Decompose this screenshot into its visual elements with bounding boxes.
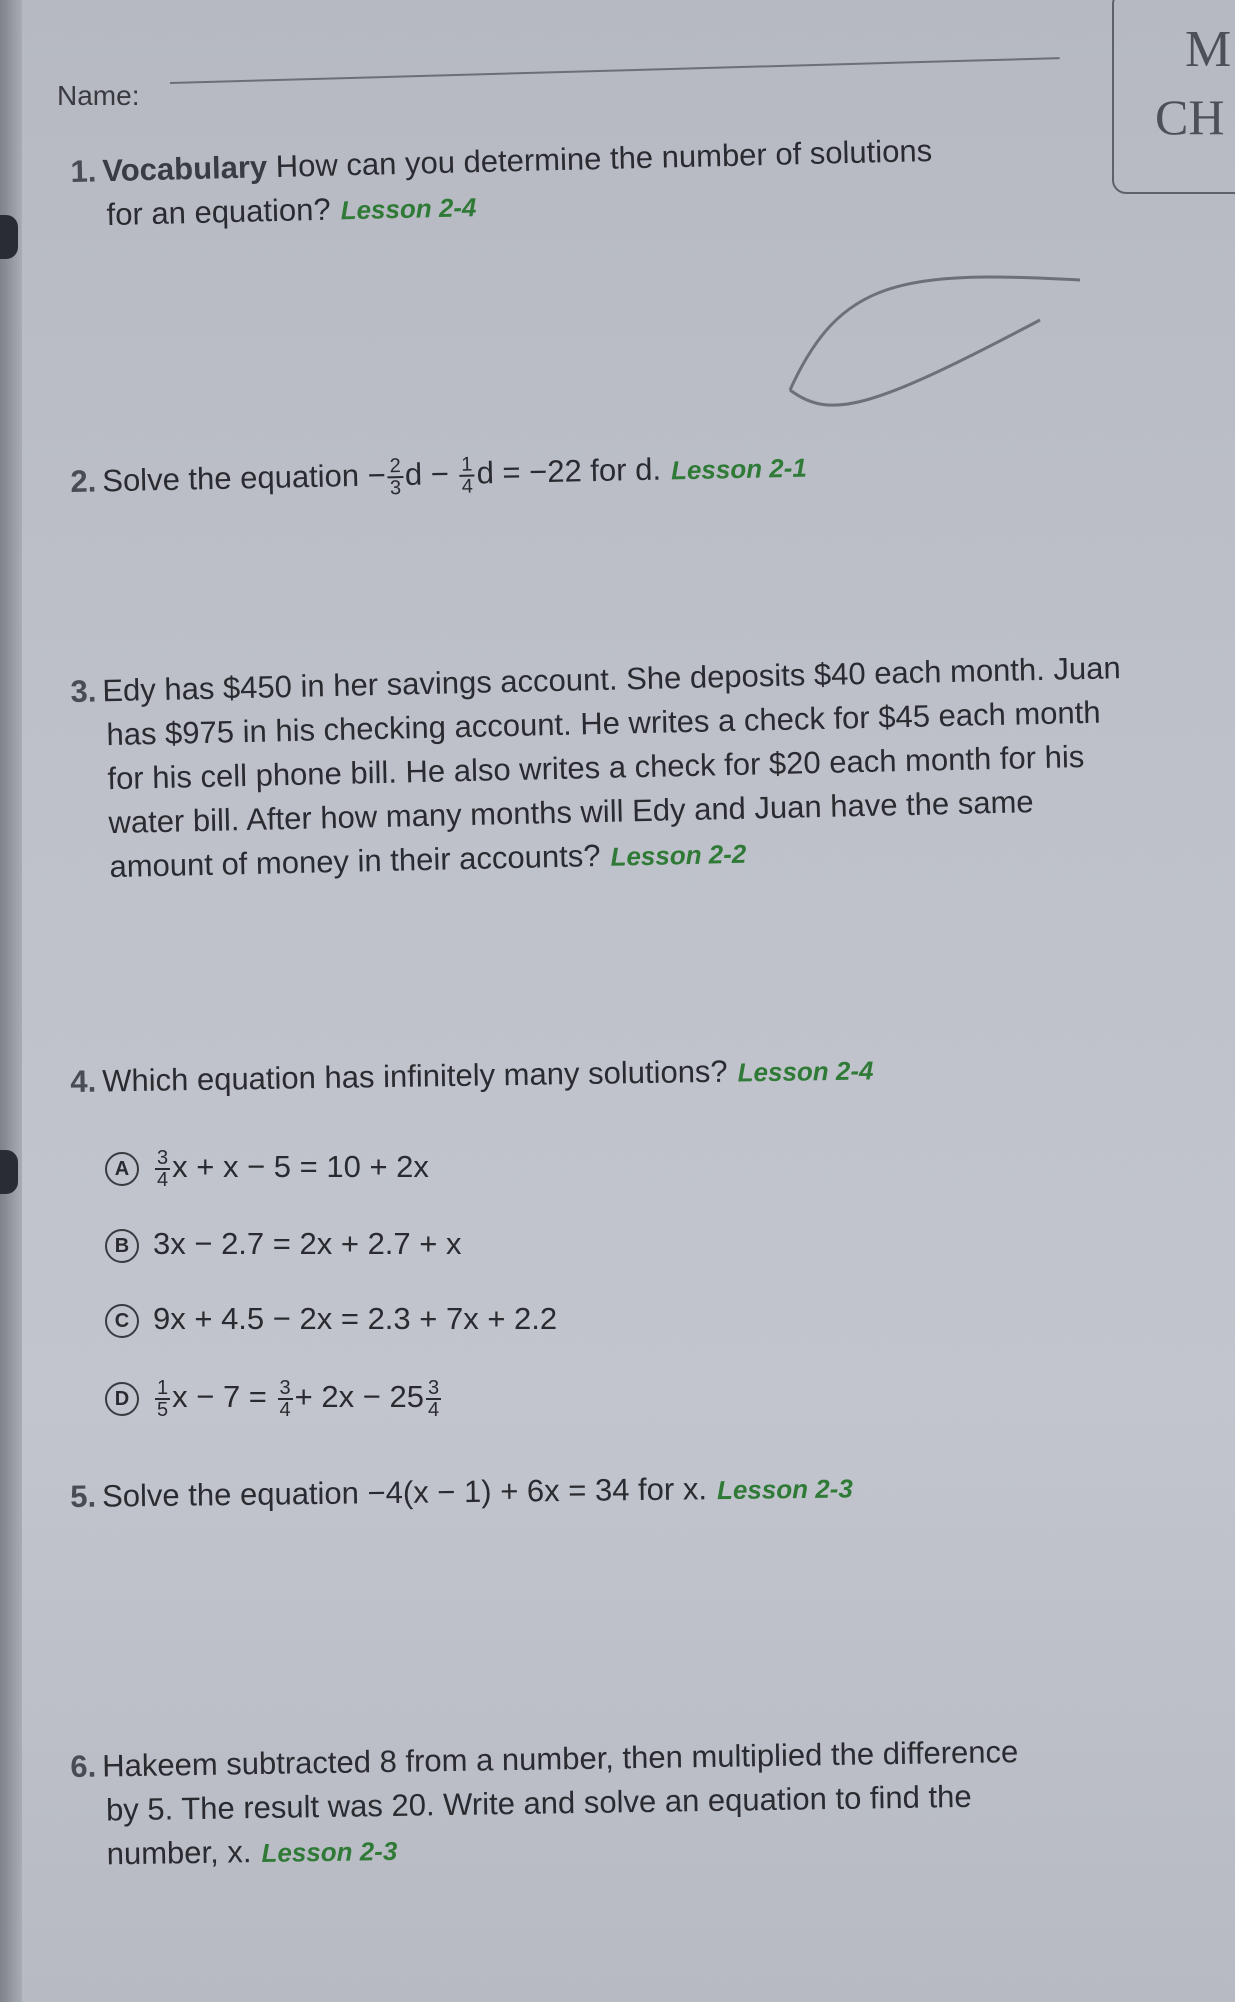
option-b[interactable] [105, 1222, 462, 1266]
question-text: How can you determine the number of solutions [275, 132, 933, 184]
lesson-ref: Lesson 2-2 [610, 838, 747, 872]
question-text: water bill. After how many months will Edy and Juan have the same [108, 784, 1034, 841]
question-text: for an equation? [106, 191, 332, 233]
lesson-ref: Lesson 2-3 [716, 1473, 853, 1506]
option-a[interactable] [105, 1145, 429, 1190]
question-text: Hakeem subtracted 8 from a number, then multiplied the difference [101, 1734, 1019, 1784]
option-d[interactable]: D $\frac{1}{5}$ x − 7 = $\frac{3}{4}$ + 2x − 25 $\frac{3}{4}$ [105, 1375, 443, 1420]
page-edge-shadow [0, 0, 22, 2002]
question-text: for his cell phone bill. He also writes a check for $20 each month for his [107, 739, 1085, 797]
question-text: Solve the equation −4(x − 1) + 6x = 34 for x. [101, 1471, 708, 1514]
question-number: 5. [70, 1478, 97, 1514]
question-text: has $975 in his checking account. He writes a check for $45 each month [106, 694, 1101, 753]
fraction: $\frac{3}{4}$ [279, 1376, 291, 1421]
question-text: by 5. The result was 20. Write and solve an equation to find the [105, 1778, 972, 1828]
question-number: 6. [70, 1748, 97, 1784]
question-text: Solve the equation − [101, 457, 387, 499]
name-line [170, 57, 1060, 84]
question-text: Edy has $450 in her savings account. She deposits $40 each month. Juan [101, 650, 1121, 709]
fraction: $\frac{1}{4}$ [461, 453, 474, 498]
lesson-ref: Lesson 2-4 [737, 1055, 874, 1088]
question-number: 1. [70, 153, 97, 189]
fraction: $\frac{3}{4}$ [427, 1376, 440, 1421]
question-number: 2. [70, 463, 97, 499]
question-5 [70, 1461, 1205, 1520]
fraction: $\frac{2}{3}$ [389, 454, 402, 500]
binder-ring-top [0, 215, 18, 259]
question-2: 2. Solve the equation − $\frac{2}{3}$ d − $\frac{1}{4}$ d = −22 for d. Lesson 2-1 [70, 451, 808, 500]
question-text: number, x. [106, 1834, 252, 1872]
question-text: Which equation has infinitely many solutions? [101, 1053, 728, 1099]
question-1 [70, 122, 1207, 239]
question-number: 3. [70, 673, 97, 709]
corner-bottom-text: CH [1155, 89, 1225, 145]
corner-top-text: M [1185, 21, 1232, 78]
question-number: 4. [70, 1063, 97, 1099]
option-text: 9x + 4.5 − 2x = 2.3 + 7x + 2.2 [153, 1301, 558, 1336]
question-text: amount of money in their accounts? [109, 838, 601, 885]
lesson-ref: Lesson 2-3 [261, 1835, 398, 1869]
binder-ring-bottom [0, 1150, 18, 1194]
fraction: $\frac{1}{5}$ [157, 1376, 169, 1421]
option-letter-c[interactable]: C [105, 1304, 139, 1338]
option-letter-a[interactable]: A [105, 1152, 139, 1186]
lesson-ref: Lesson 2-1 [670, 452, 808, 486]
lesson-ref: Lesson 2-4 [340, 192, 477, 226]
fraction: $\frac{3}{4}$ [157, 1146, 169, 1191]
name-label: Name: [57, 80, 140, 111]
option-text: 3x − 2.7 = 2x + 2.7 + x [153, 1226, 462, 1261]
option-text: x + x − 5 = 10 + 2x [172, 1149, 429, 1184]
option-letter-d[interactable]: D [105, 1382, 139, 1416]
pencil-check-mark [780, 260, 1100, 430]
option-letter-b[interactable]: B [105, 1229, 139, 1263]
question-3 [70, 644, 1210, 891]
option-c[interactable] [105, 1297, 557, 1341]
vocabulary-label: Vocabulary [101, 149, 268, 189]
question-6 [70, 1727, 1207, 1878]
question-4 [70, 1042, 1206, 1105]
